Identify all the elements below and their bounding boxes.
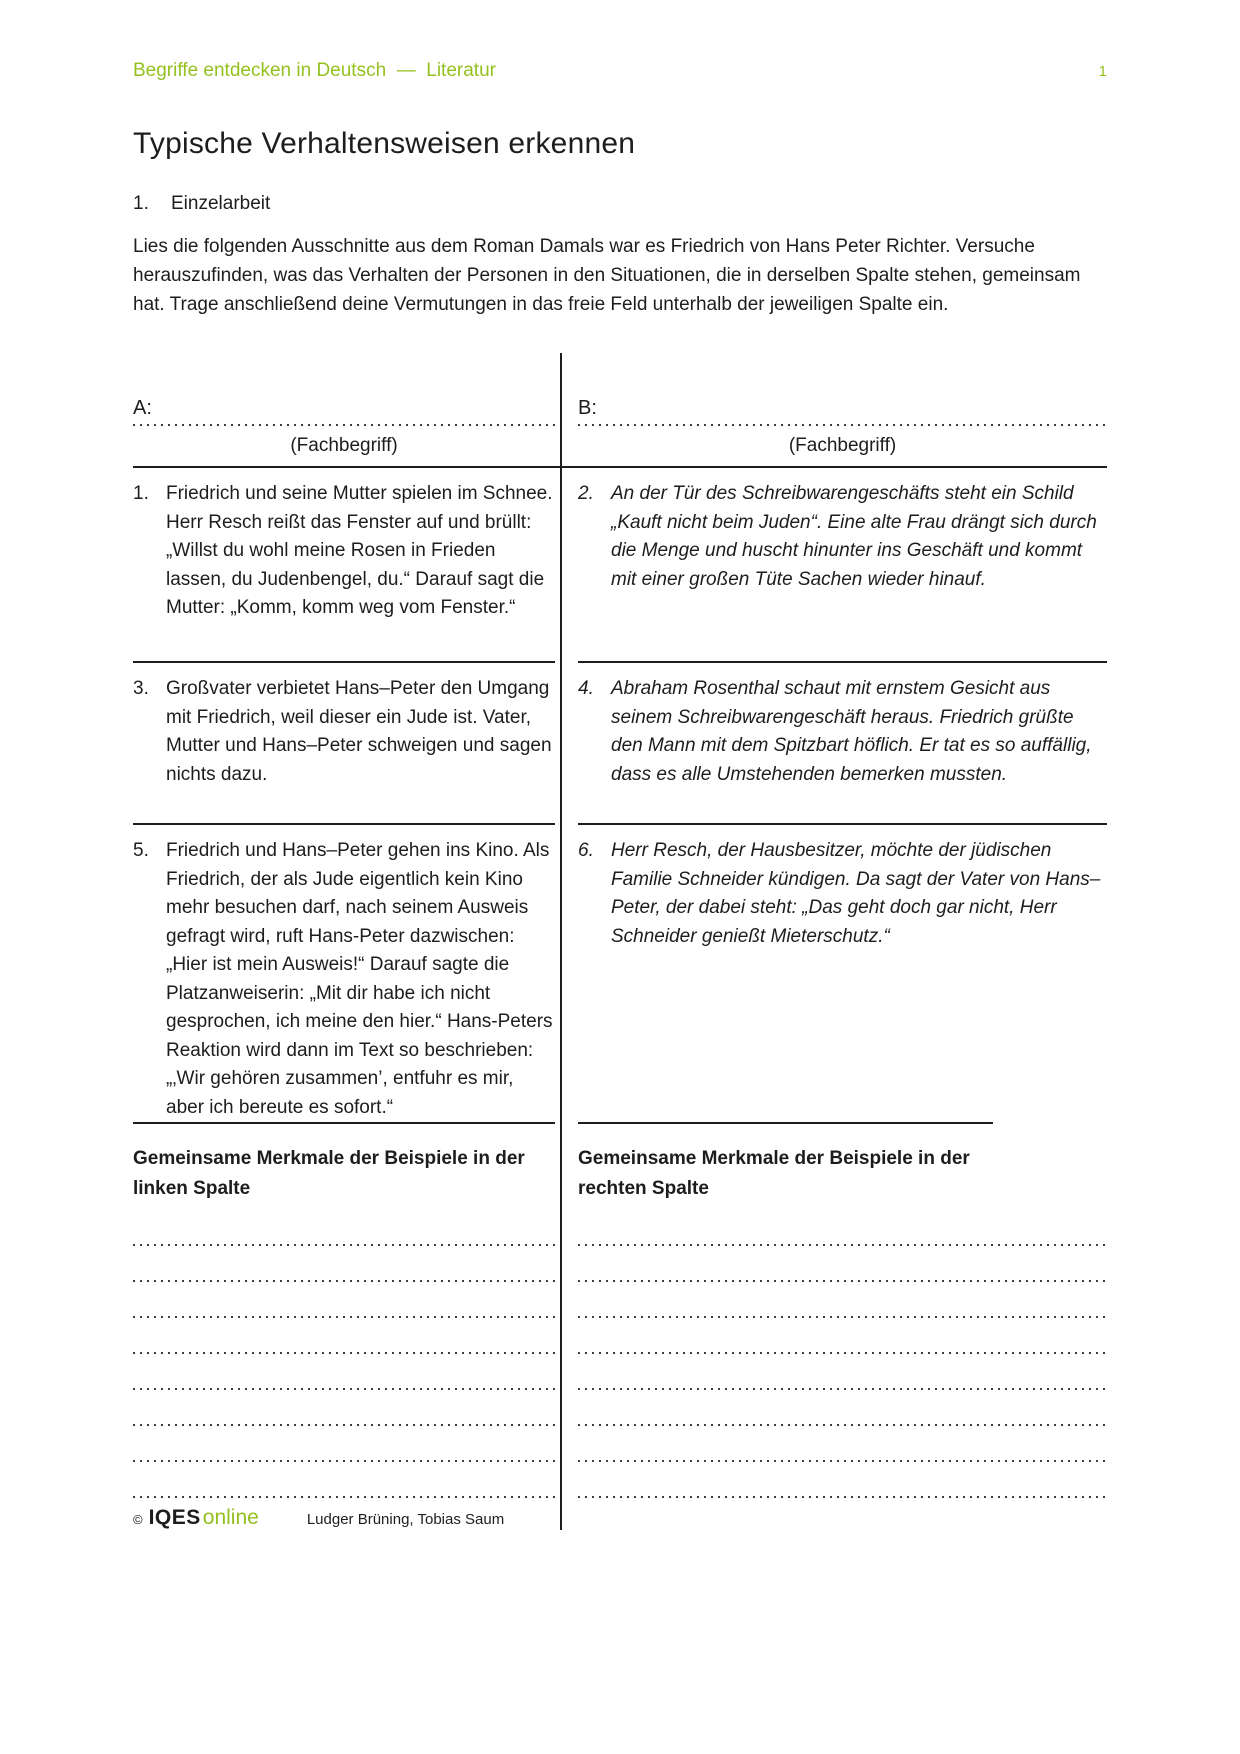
excerpt-item-1: [133, 468, 555, 661]
section-heading: [133, 193, 1107, 215]
page-header: [133, 60, 1107, 82]
column-a-label-cell: [133, 353, 555, 426]
answer-line: [578, 1282, 1107, 1318]
copyright-symbol: ©: [133, 1512, 143, 1527]
answer-area-left: [133, 1210, 555, 1498]
column-gap: [555, 825, 578, 1122]
summary-label-right: Gemeinsame Merkmale der Beispiele in der rechten Spalte: [578, 1148, 970, 1199]
excerpt-item-3: [133, 663, 555, 823]
answer-line: [133, 1210, 555, 1246]
column-gap: [555, 468, 578, 661]
item-text: Großvater verbietet Hans–Peter den Umgang mit Friedrich, weil dieser ein Jude ist. Vater, Mutter und Hans–Peter schweigen und sagen nichts dazu.: [166, 678, 552, 785]
item-text: Abraham Rosenthal schaut mit ernstem Gesicht aus seinem Schreibwarengeschäft heraus. Friedrich grüßte den Mann mit dem Spitzbart höflich. Er tat es so auffällig, dass es alle Umstehenden bemerken mussten.: [611, 678, 1092, 785]
answer-line: [578, 1354, 1107, 1390]
worksheet-page: [133, 0, 1107, 1530]
item-number: 2.: [578, 483, 594, 504]
excerpt-item-2: [578, 468, 1107, 661]
item-number: 4.: [578, 678, 594, 699]
authors: Ludger Brüning, Tobias Saum: [306, 1511, 505, 1528]
answer-line: [133, 1354, 555, 1390]
page-number: 1: [1098, 63, 1107, 80]
instruction-paragraph: Lies die folgenden Ausschnitte aus dem Roman Damals war es Friedrich von Hans Peter Richter. Versuche herauszufinden, was das Verhalten der Personen in den Situationen, die in derselben Spalte stehen, gemeinsam hat. Trage anschließend deine Vermutungen in das freie Feld unterhalb der jeweiligen Spalte ein.: [133, 236, 1081, 315]
summary-label-left: Gemeinsame Merkmale der Beispiele in der linken Spalte: [133, 1148, 525, 1199]
item-number: 3.: [133, 678, 149, 699]
item-text: Friedrich und Hans–Peter gehen ins Kino. Als Friedrich, der als Jude eigentlich kein Kino mehr besuchen darf, nach seinem Ausweis gefragt wird, ruft Hans-Peter dazwischen: „Hier ist mein Ausweis!“ Darauf sagte die Platzanweiserin: „Mit dir habe ich nicht gesprochen, ich meine den hier.“ Hans-Peters Reaktion wird dann im Text so beschrieben: „‚Wir gehören zusammen’, entfuhr es mir, aber ich bereute es sofort.“: [166, 840, 553, 1118]
excerpt-row-1: [133, 468, 1107, 661]
fachbegriff-a-cell: [133, 426, 555, 466]
column-gap: [555, 663, 578, 823]
answer-line: [578, 1426, 1107, 1462]
fachbegriff-b-cell: [578, 426, 1107, 466]
iqes-logo: IQES: [148, 1506, 201, 1529]
answer-line: [578, 1246, 1107, 1282]
excerpt-row-2: [133, 663, 1107, 823]
answer-line: [578, 1390, 1107, 1426]
section-title: Einzelarbeit: [171, 193, 271, 214]
column-gap: [555, 353, 578, 426]
answer-area-row: [133, 1204, 1107, 1498]
answer-line: [578, 1318, 1107, 1354]
answer-line: [133, 1462, 555, 1498]
column-gap: [555, 1204, 578, 1498]
summary-label-row: [133, 1124, 1107, 1204]
item-text: Herr Resch, der Hausbesitzer, möchte der jüdischen Familie Schneider kündigen. Da sagt der Vater von Hans–Peter, der dabei steht: „Das geht doch gar nicht, Herr Schneider genießt Mieterschutz.“: [611, 840, 1101, 947]
answer-line: [133, 1282, 555, 1318]
item-number: 6.: [578, 840, 594, 861]
page-footer: [133, 1506, 504, 1530]
excerpt-item-4: [578, 663, 1107, 823]
fachbegriff-a-label: (Fachbegriff): [290, 435, 398, 456]
column-gap: [555, 1124, 578, 1204]
item-text: An der Tür des Schreibwarengeschäfts steht ein Schild „Kauft nicht beim Juden“. Eine alte Frau drängt sich durch die Menge und huscht hinunter ins Geschäft und kommt mit einer großen Tüte Sachen wieder hinauf.: [611, 483, 1097, 590]
excerpt-item-5: [133, 825, 555, 1122]
excerpt-item-6: [578, 825, 1107, 1122]
column-b-label-cell: [578, 353, 1107, 426]
column-a-label: A:: [133, 397, 152, 419]
item-number: 1.: [133, 483, 149, 504]
worksheet-table: [133, 353, 1107, 1530]
item-text: Friedrich und seine Mutter spielen im Schnee. Herr Resch reißt das Fenster auf und brüllt: „Willst du wohl meine Rosen in Frieden lassen, du Judenbengel, du.“ Darauf sagt die Mutter: „Komm, komm weg vom Fenster.“: [166, 483, 553, 618]
column-b-label: B:: [578, 397, 597, 419]
column-label-row: [133, 353, 1107, 426]
item-number: 5.: [133, 840, 149, 861]
header-title: Begriffe entdecken in Deutsch — Literatur: [133, 60, 496, 81]
answer-area-right: [578, 1210, 1107, 1498]
answer-line: [133, 1426, 555, 1462]
column-divider: [560, 353, 562, 1530]
excerpt-row-3: [133, 825, 1107, 1122]
answer-line: [133, 1390, 555, 1426]
iqes-online-logo: online: [202, 1506, 259, 1529]
section-number: 1.: [133, 193, 149, 214]
fachbegriff-b-label: (Fachbegriff): [788, 435, 897, 456]
answer-line: [133, 1318, 555, 1354]
page-title: Typische Verhaltensweisen erkennen: [133, 127, 636, 160]
column-gap: [555, 426, 578, 466]
answer-line: [133, 1246, 555, 1282]
answer-line: [578, 1462, 1107, 1498]
fachbegriff-row: [133, 426, 1107, 466]
answer-line: [578, 1210, 1107, 1246]
